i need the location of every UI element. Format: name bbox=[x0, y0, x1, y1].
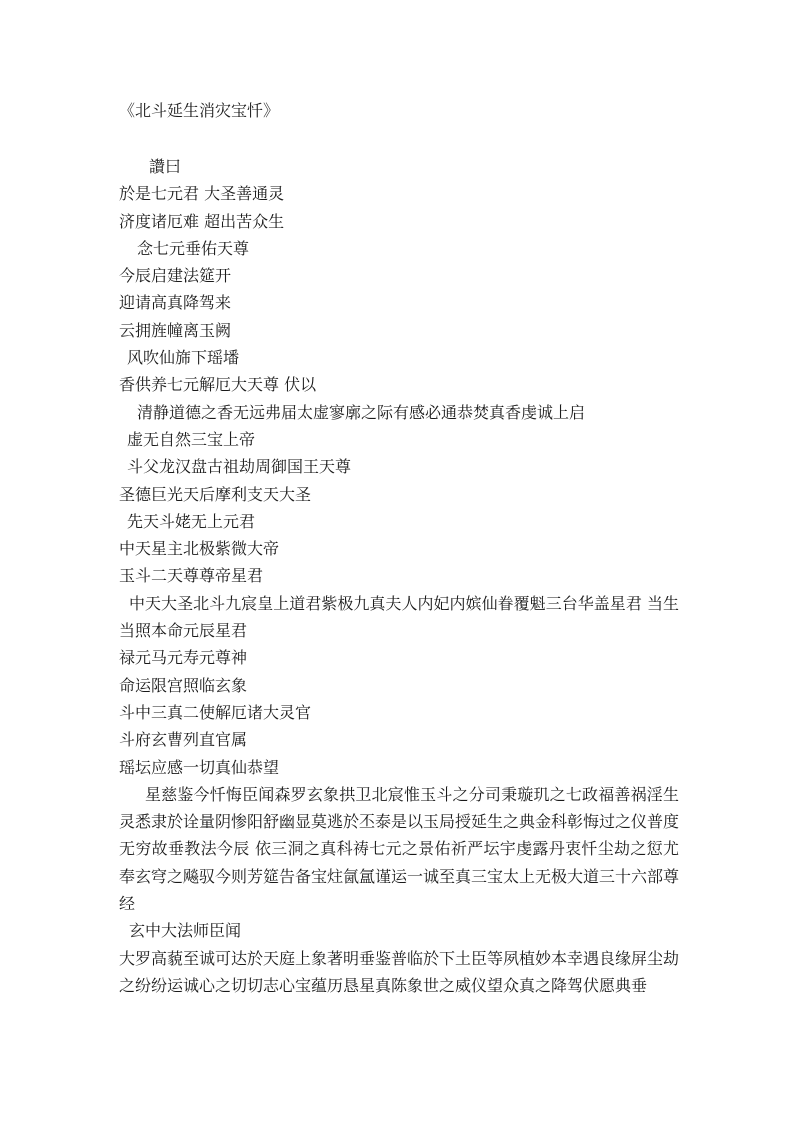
text-line: 济度诸厄难 超出苦众生 bbox=[119, 211, 285, 231]
text-line: 中天星主北极紫微大帝 bbox=[119, 539, 280, 559]
text-line: 玉斗二天尊尊帝星君 bbox=[119, 566, 264, 586]
text-paragraph: 星慈鉴今忏悔臣闻森罗玄象拱卫北宸惟玉斗之分司秉璇玑之七政福善祸淫生灵悉隶於诠量阴惨阳舒幽显莫逃於丕泰是以玉局授延生之典金科彰悔过之仪普度无穷故垂教法今辰 依三洞之真科祷七元之景佑祈严坛宇虔露丹衷忏尘劫之愆尤奉玄穹之飚驭今则芳筵告备宝炷氤氲谨运一诚至真三宝太上无极大道三十六部尊经 bbox=[119, 784, 680, 914]
text-paragraph: 中天大圣北斗九宸皇上道君紫极九真夫人内妃内嫔仙眷覆魁三台华盖星君 当生当照本命元辰星君 bbox=[119, 593, 679, 641]
text-line: 先天斗姥无上元君 bbox=[127, 511, 256, 531]
text-line: 迎请高真降驾来 bbox=[119, 293, 232, 313]
text-line: 圣德巨光天后摩利支天大圣 bbox=[119, 484, 312, 504]
document-title: 《北斗延生消灾宝忏》 bbox=[119, 101, 280, 120]
text-line: 香供养七元解厄大天尊 伏以 bbox=[119, 375, 317, 395]
text-line: 清静道德之香无远弗届太虚寥廓之际有感必通恭焚真香虔诚上启 bbox=[137, 402, 586, 422]
text-line: 於是七元君 大圣善通灵 bbox=[119, 184, 285, 204]
text-line: 讚曰 bbox=[149, 157, 182, 176]
document-body bbox=[119, 153, 679, 999]
text-line: 斗父龙汉盘古祖劫周御国王天尊 bbox=[127, 457, 352, 477]
text-line: 瑶坛应感一切真仙恭望 bbox=[119, 757, 280, 777]
text-line: 斗中三真二使解厄诸大灵官 bbox=[119, 702, 312, 722]
text-line: 禄元马元寿元尊神 bbox=[119, 648, 248, 668]
text-line: 风吹仙旆下瑶墦 bbox=[127, 348, 240, 368]
text-line: 念七元垂佑天尊 bbox=[137, 238, 250, 258]
text-line: 斗府玄曹列直官属 bbox=[119, 730, 248, 750]
text-line: 虚无自然三宝上帝 bbox=[127, 429, 256, 449]
text-line: 今辰启建法筵开 bbox=[119, 266, 232, 286]
text-line: 命运限宫照临玄象 bbox=[119, 675, 248, 695]
text-line: 玄中大法师臣闻 bbox=[129, 921, 242, 941]
text-paragraph: 大罗高藐至诚可达於天庭上象著明垂鉴普临於下土臣等夙植妙本幸遇良缘屏尘劫之纷纷运诚心之切切志心宝蕴历恳星真陈象世之威仪望众真之降驾伏愿典垂 bbox=[119, 948, 680, 995]
text-line: 云拥旌幢离玉阙 bbox=[119, 320, 232, 340]
